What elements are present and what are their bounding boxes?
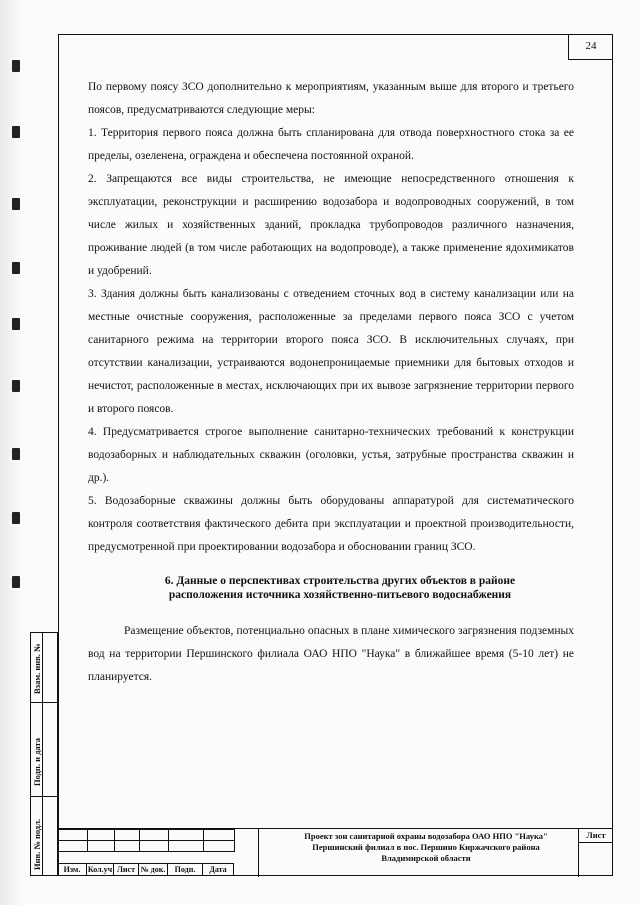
paragraph: По первому поясу ЗСО дополнительно к мероприятиям, указанным выше для второго и третьего поясов, предусматриваются следующие меры: — [88, 81, 574, 116]
margin-divider — [30, 702, 58, 703]
project-line: Проект зон санитарной охраны водозабора ОАО НПО "Наука" — [304, 831, 548, 841]
paragraph: 1. Территория первого пояса должна быть спланирована для отвода поверхностного стока за ее пределы, озеленена, ограждена и обеспечена постоянной охраной. — [88, 127, 574, 162]
inv-label: Инв. № подл. — [32, 818, 42, 870]
main-text — [88, 76, 574, 559]
title-block — [58, 828, 613, 876]
paragraph: 3. Здания должны быть канализованы с отведением сточных вод в систему канализации или на местные очистные сооружения, расположенные за пределами первого пояса ЗСО с учетом санитарного режима на территории второго пояса ЗСО. В исключительных случаях, при отсутствии канализации, устраиваются водонепроницаемые приемники для бытовых отходов и нечистот, расположенные в местах, исключающих при их вывозе загрязнение территории первого и второго поясов. — [88, 288, 574, 415]
binder-hole — [12, 512, 20, 524]
section-body — [88, 608, 574, 700]
header-izm: Изм. — [58, 863, 87, 876]
binder-hole — [12, 318, 20, 330]
project-line: Владимирской области — [381, 853, 471, 863]
header-kol: Кол.уч — [87, 865, 113, 874]
margin-stamp-divider — [42, 632, 59, 876]
title-block-divider — [258, 829, 259, 877]
sheet-label: Лист — [579, 829, 613, 843]
header-ndok: № док. — [139, 863, 168, 876]
paragraph: 5. Водозаборные скважины должны быть оборудованы аппаратурой для систематического контроля соответствия фактического дебита при эксплуатации и проектной производительности, предусмотренной при проектировании водозабора и обосновании границ ЗСО. — [88, 495, 574, 553]
binder-hole — [12, 262, 20, 274]
paragraph: 4. Предусматривается строгое выполнение санитарно-технических требований к конструкции водозаборных и наблюдательных скважин (оголовки, устья, затрубные пространства скважин и др.). — [88, 426, 574, 484]
header-list: Лист — [114, 863, 139, 876]
binder-hole — [12, 60, 20, 72]
project-title — [266, 831, 586, 864]
project-line: Першинский филиал в пос. Першино Киржачского района — [312, 842, 540, 852]
title-block-headers — [58, 863, 234, 876]
podp-label: Подп. и дата — [32, 738, 42, 786]
title-block-grid — [58, 829, 235, 852]
vzam-label: Взам. инв. № — [32, 643, 42, 694]
page-number: 24 — [568, 34, 613, 60]
binder-hole — [12, 126, 20, 138]
margin-divider — [30, 796, 58, 797]
binder-hole — [12, 576, 20, 588]
paragraph: Размещение объектов, потенциально опасных в плане химического загрязнения подземных вод на территории Першинского филиала ОАО НПО "Наука" в ближайшее время (5-10 лет) не планируется. — [88, 624, 574, 683]
header-podp: Подп. — [168, 863, 203, 876]
paragraph: 2. Запрещаются все виды строительства, не имеющие непосредственного отношения к эксплуатации, реконструкции и расширению водозабора и водопроводных сооружений, в том числе жилых и хозяйственных зданий, прокладка трубопроводов различного назначения, проживание людей (в том числе работающих на водопроводе), а также применение ядохимикатов и удобрений. — [88, 173, 574, 277]
binder-hole — [12, 448, 20, 460]
section-title: 6. Данные о перспективах строительства других объектов в районе расположения источника хозяйственно-питьевого водоснабжения — [164, 575, 516, 601]
sheet-box — [578, 829, 613, 877]
binder-hole — [12, 380, 20, 392]
header-data: Дата — [203, 863, 234, 876]
binder-hole — [12, 198, 20, 210]
